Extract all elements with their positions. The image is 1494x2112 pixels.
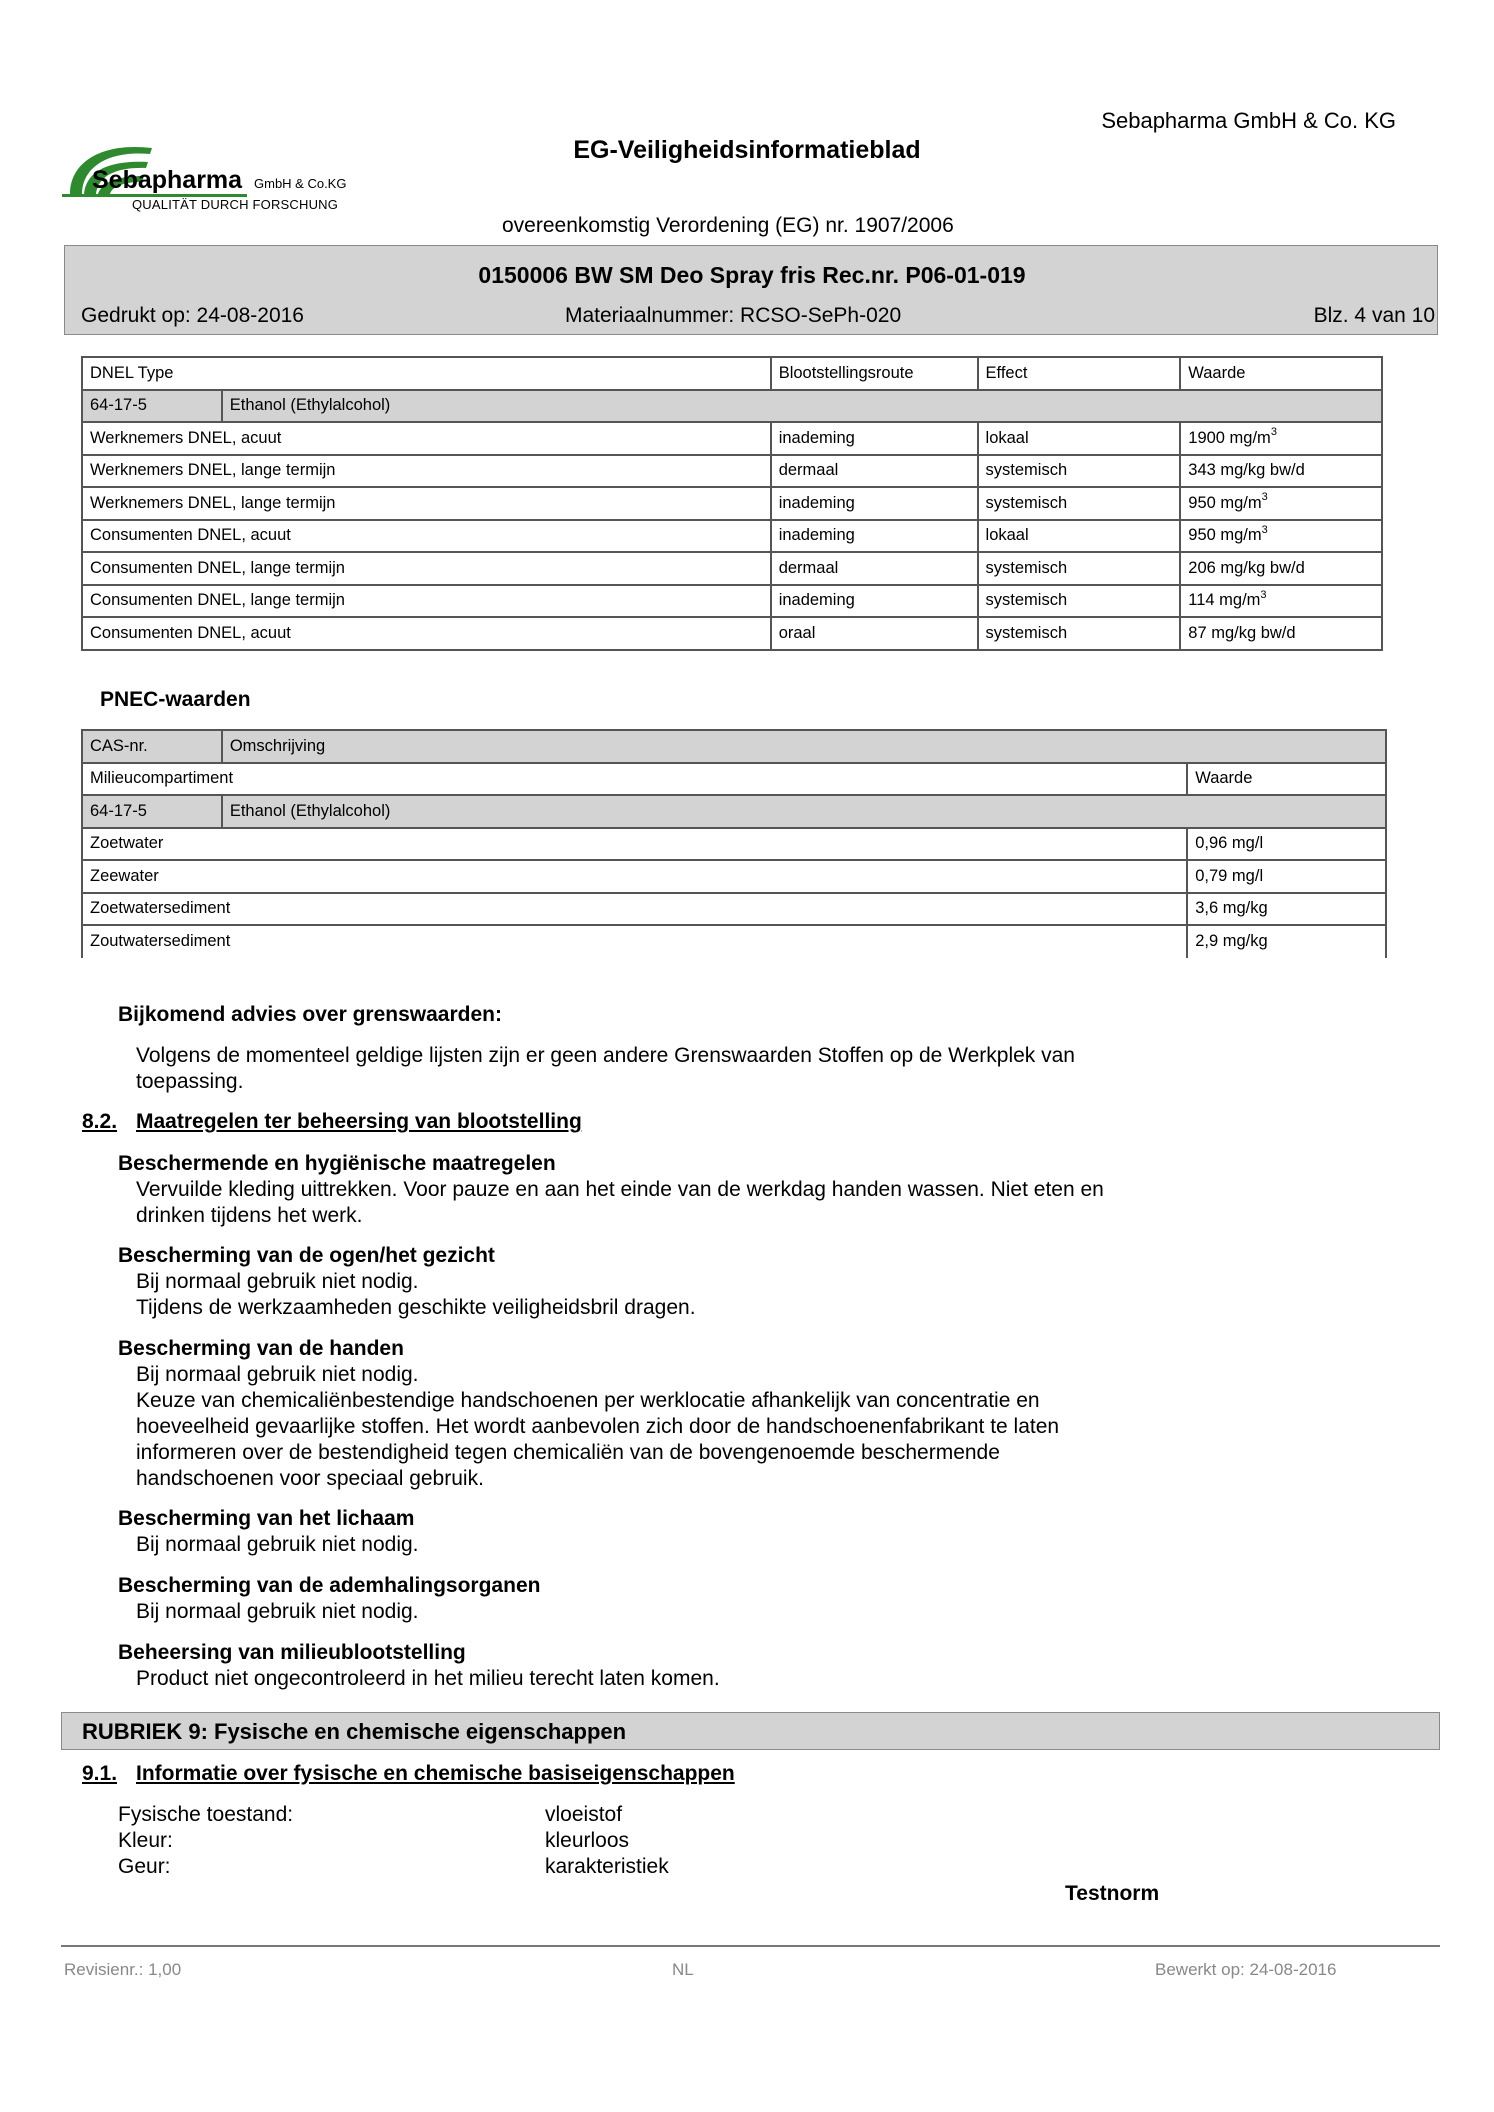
dnel-value: 114 $mg/m^3$ <box>1180 585 1382 618</box>
table-row <box>82 585 1382 618</box>
property-label: Fysische toestand: <box>118 1803 294 1826</box>
section-9-banner: RUBRIEK 9: Fysische en chemische eigenschappen <box>61 1712 1440 1750</box>
logo-wordmark: Sebapharma <box>92 166 243 194</box>
header-dnel-type: DNEL Type <box>82 357 771 390</box>
substance-row <box>82 390 1382 423</box>
testnorm-label: Testnorm <box>1065 1882 1160 1905</box>
hands-text: Bij normaal gebruik niet nodig. <box>136 1363 419 1386</box>
section-8-2-title: Maatregelen ter beheersing van blootstelling <box>136 1110 582 1133</box>
table-header-row <box>82 730 1386 763</box>
body-protection-text: Bij normaal gebruik niet nodig. <box>136 1533 419 1556</box>
table-row <box>82 925 1386 958</box>
dnel-route: inademing <box>771 585 978 618</box>
pnec-compartment: Zoutwatersediment <box>82 925 1187 958</box>
environment-heading: Beheersing van milieublootstelling <box>118 1641 466 1664</box>
advice-line: toepassing. <box>136 1070 244 1093</box>
dnel-value: 950 $mg/m^3$ <box>1180 520 1382 553</box>
header-value: Waarde <box>1187 763 1386 796</box>
dnel-type: Werknemers DNEL, acuut <box>82 422 771 455</box>
eyes-heading: Bescherming van de ogen/het gezicht <box>118 1244 495 1267</box>
pnec-compartment: Zoetwatersediment <box>82 893 1187 926</box>
dnel-effect: lokaal <box>978 422 1181 455</box>
dnel-route: dermaal <box>771 552 978 585</box>
dnel-route: oraal <box>771 617 978 650</box>
pnec-heading: PNEC-waarden <box>100 688 251 711</box>
hygiene-heading: Beschermende en hygiënische maatregelen <box>118 1152 556 1175</box>
footer-divider <box>61 1945 1440 1947</box>
dnel-route: inademing <box>771 520 978 553</box>
pnec-compartment: Zeewater <box>82 860 1187 893</box>
substance-cas: 64-17-5 <box>82 795 222 828</box>
eyes-text: Tijdens de werkzaamheden geschikte veiligheidsbril dragen. <box>136 1296 696 1319</box>
pnec-value: 0,96 mg/l <box>1187 828 1386 861</box>
logo-tagline: QUALITÄT DURCH FORSCHUNG <box>132 197 339 212</box>
dnel-table <box>81 356 1383 651</box>
table-row <box>82 828 1386 861</box>
header-effect: Effect <box>978 357 1181 390</box>
advice-heading: Bijkomend advies over grenswaarden: <box>118 1003 502 1026</box>
body-protection-heading: Bescherming van het lichaam <box>118 1507 415 1530</box>
substance-row <box>82 795 1386 828</box>
property-label: Kleur: <box>118 1829 173 1852</box>
hands-text: informeren over de bestendigheid tegen chemicaliën van de bovengenoemde beschermende <box>136 1441 1000 1464</box>
table-row <box>82 552 1382 585</box>
header-compartment: Milieucompartiment <box>82 763 1187 796</box>
header-route: Blootstellingsroute <box>771 357 978 390</box>
dnel-type: Consumenten DNEL, acuut <box>82 617 771 650</box>
dnel-route: inademing <box>771 422 978 455</box>
respiratory-heading: Bescherming van de ademhalingsorganen <box>118 1574 541 1597</box>
document-title: EG-Veiligheidsinformatieblad <box>573 136 921 164</box>
regulation-reference: overeenkomstig Verordening (EG) nr. 1907/2006 <box>502 214 954 237</box>
product-name: 0150006 BW SM Deo Spray fris Rec.nr. P06-01-019 <box>478 262 1026 288</box>
page-number: Blz. 4 van 10 <box>1313 304 1435 327</box>
hands-text: hoeveelheid gevaarlijke stoffen. Het wordt aanbevolen zich door de handschoenenfabrikant te laten <box>136 1415 1060 1438</box>
dnel-value: 343 mg/kg bw/d <box>1180 455 1382 488</box>
dnel-effect: lokaal <box>978 520 1181 553</box>
hands-heading: Bescherming van de handen <box>118 1337 404 1360</box>
dnel-route: inademing <box>771 487 978 520</box>
pnec-value: 0,79 mg/l <box>1187 860 1386 893</box>
dnel-type: Consumenten DNEL, lange termijn <box>82 585 771 618</box>
table-header-row <box>82 357 1382 390</box>
dnel-effect: systemisch <box>978 617 1181 650</box>
substance-cas: 64-17-5 <box>82 390 222 423</box>
respiratory-text: Bij normaal gebruik niet nodig. <box>136 1600 419 1623</box>
header-value: Waarde <box>1180 357 1382 390</box>
dnel-effect: systemisch <box>978 552 1181 585</box>
dnel-value: 206 mg/kg bw/d <box>1180 552 1382 585</box>
table-row <box>82 520 1382 553</box>
pnec-value: 2,9 mg/kg <box>1187 925 1386 958</box>
company-name-top: Sebapharma GmbH & Co. KG <box>1101 108 1396 133</box>
eyes-text: Bij normaal gebruik niet nodig. <box>136 1270 419 1293</box>
property-value: vloeistof <box>545 1803 623 1826</box>
footer-language: NL <box>672 1960 694 1979</box>
dnel-type: Consumenten DNEL, lange termijn <box>82 552 771 585</box>
table-row <box>82 893 1386 926</box>
advice-line: Volgens de momenteel geldige lijsten zijn er geen andere Grenswaarden Stoffen op de Werkplek van <box>136 1044 1075 1067</box>
section-9-1-number: 9.1. <box>82 1762 118 1785</box>
section-9-1-title: Informatie over fysische en chemische basiseigenschappen <box>136 1762 735 1785</box>
dnel-type: Consumenten DNEL, acuut <box>82 520 771 553</box>
footer-edited-date: Bewerkt op: 24-08-2016 <box>1155 1960 1337 1979</box>
table-row <box>82 860 1386 893</box>
table-header-row <box>82 763 1386 796</box>
table-row <box>82 422 1382 455</box>
dnel-effect: systemisch <box>978 585 1181 618</box>
table-row <box>82 617 1382 650</box>
property-value: kleurloos <box>545 1829 630 1852</box>
dnel-type: Werknemers DNEL, lange termijn <box>82 455 771 488</box>
dnel-value: 87 mg/kg bw/d <box>1180 617 1382 650</box>
dnel-value: 950 $mg/m^3$ <box>1180 487 1382 520</box>
logo-suffix: GmbH & Co.KG <box>254 176 347 191</box>
header-description: Omschrijving <box>222 730 1386 763</box>
property-label: Geur: <box>118 1855 171 1878</box>
substance-name: Ethanol (Ethylalcohol) <box>222 795 1386 828</box>
footer-revision: Revisienr.: 1,00 <box>64 1960 182 1979</box>
pnec-compartment: Zoetwater <box>82 828 1187 861</box>
printed-date: Gedrukt op: 24-08-2016 <box>81 304 304 327</box>
dnel-value: 1900 $mg/m^3$ <box>1180 422 1382 455</box>
dnel-effect: systemisch <box>978 487 1181 520</box>
table-row <box>82 455 1382 488</box>
dnel-type: Werknemers DNEL, lange termijn <box>82 487 771 520</box>
dnel-effect: systemisch <box>978 455 1181 488</box>
section-8-2-number: 8.2. <box>82 1110 118 1133</box>
header-cas: CAS-nr. <box>82 730 222 763</box>
table-row <box>82 487 1382 520</box>
dnel-route: dermaal <box>771 455 978 488</box>
material-number: Materiaalnummer: RCSO-SePh-020 <box>565 304 902 327</box>
hands-text: Keuze van chemicaliënbestendige handschoenen per werklocatie afhankelijk van concentratie en <box>136 1389 1040 1412</box>
pnec-value: 3,6 mg/kg <box>1187 893 1386 926</box>
hands-text: handschoenen voor speciaal gebruik. <box>136 1467 484 1490</box>
hygiene-text: drinken tijdens het werk. <box>136 1204 363 1227</box>
pnec-table <box>81 729 1387 958</box>
product-header-box <box>64 245 1438 335</box>
substance-name: Ethanol (Ethylalcohol) <box>222 390 1382 423</box>
environment-text: Product niet ongecontroleerd in het milieu terecht laten komen. <box>136 1667 720 1690</box>
hygiene-text: Vervuilde kleding uittrekken. Voor pauze en aan het einde van de werkdag handen wassen. Niet eten en <box>136 1178 1104 1201</box>
property-value: karakteristiek <box>545 1855 669 1878</box>
